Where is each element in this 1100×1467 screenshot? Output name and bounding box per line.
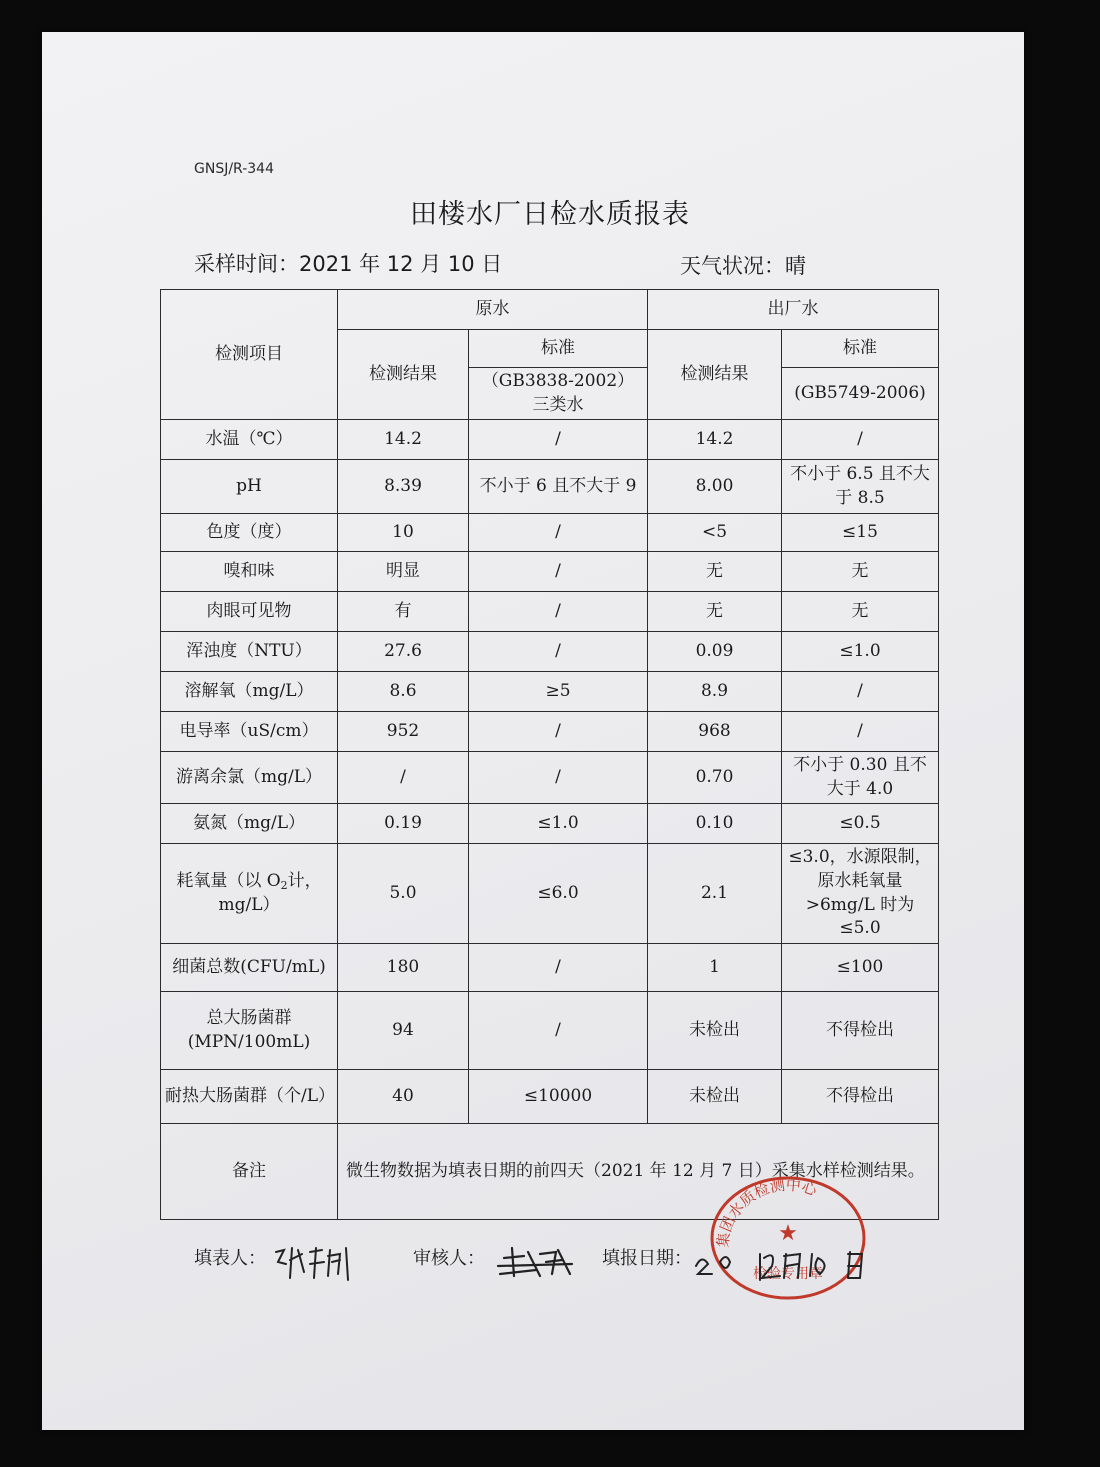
raw-result-cell: 有 [338, 592, 469, 632]
table-row [161, 752, 939, 804]
item-cell: 嗅和味 [161, 552, 338, 592]
raw-standard-cell: ≤10000 [469, 1070, 648, 1124]
out-result-cell: 未检出 [648, 1070, 782, 1124]
table-row [161, 944, 939, 992]
raw-result-cell: 8.6 [338, 672, 469, 712]
header-out-standard: 标准 [782, 330, 939, 368]
out-standard-cell: 不得检出 [782, 1070, 939, 1124]
header-raw-standard-code [469, 368, 648, 420]
table-row [161, 460, 939, 514]
out-result-cell: 0.10 [648, 804, 782, 844]
raw-result-cell: 94 [338, 992, 469, 1070]
header-raw-standard: 标准 [469, 330, 648, 368]
table-row [161, 1070, 939, 1124]
header-item: 检测项目 [161, 290, 338, 420]
raw-standard-cell: / [469, 632, 648, 672]
item-cell: 水温（℃） [161, 420, 338, 460]
water-quality-table [160, 289, 939, 1220]
raw-standard-class: 三类水 [532, 394, 584, 415]
item-cell: 游离余氯（mg/L） [161, 752, 338, 804]
table-row [161, 804, 939, 844]
out-result-cell: 14.2 [648, 420, 782, 460]
stamp-subtext: 检验专用章 [753, 1266, 823, 1282]
weather [680, 250, 806, 280]
raw-standard-cell: / [469, 592, 648, 632]
out-standard-cell: / [782, 420, 939, 460]
stamp-star: ★ [778, 1221, 798, 1246]
header-outlet-water: 出厂水 [648, 290, 939, 330]
out-standard-cell: ≤15 [782, 514, 939, 552]
table-row [161, 632, 939, 672]
raw-result-cell: 40 [338, 1070, 469, 1124]
raw-result-cell: 明显 [338, 552, 469, 592]
raw-standard-cell: ≤1.0 [469, 804, 648, 844]
raw-standard-cell: / [469, 712, 648, 752]
raw-standard-cell: 不小于 6 且不大于 9 [469, 460, 648, 514]
raw-result-cell: 10 [338, 514, 469, 552]
out-standard-cell: 不小于 0.30 且不大于 4.0 [782, 752, 939, 804]
sampling-date: 2021 年 12 月 10 日 [299, 252, 503, 276]
reviewer-label: 审核人： [413, 1248, 485, 1269]
table-row [161, 552, 939, 592]
table-row [161, 712, 939, 752]
out-result-cell: 2.1 [648, 844, 782, 944]
weather-label: 天气状况： [680, 254, 785, 278]
out-standard-cell: ≤3.0，水源限制，原水耗氧量>6mg/L 时为≤5.0 [782, 844, 939, 944]
out-result-cell: <5 [648, 514, 782, 552]
raw-standard-cell: / [469, 944, 648, 992]
item-subscript: 2 [280, 878, 288, 892]
header-raw-water: 原水 [338, 290, 648, 330]
table-row [161, 420, 939, 460]
raw-result-cell: 0.19 [338, 804, 469, 844]
table-row [161, 514, 939, 552]
sampling-time [194, 248, 502, 278]
out-result-cell: 1 [648, 944, 782, 992]
document-code: GNSJ/R-344 [194, 161, 274, 177]
filler-signature [270, 1238, 360, 1288]
raw-standard-code: （GB3838-2002） [481, 370, 635, 391]
raw-result-cell: 952 [338, 712, 469, 752]
item-text-rest: 计，mg/L） [218, 870, 322, 915]
raw-standard-cell: ≤6.0 [469, 844, 648, 944]
out-standard-cell: 无 [782, 552, 939, 592]
item-cell [161, 844, 338, 944]
item-cell: pH [161, 460, 338, 514]
out-standard-cell: 不得检出 [782, 992, 939, 1070]
item-cell: 溶解氧（mg/L） [161, 672, 338, 712]
raw-result-cell: 14.2 [338, 420, 469, 460]
raw-standard-cell: / [469, 552, 648, 592]
out-standard-cell: ≤100 [782, 944, 939, 992]
item-cell: 细菌总数(CFU/mL) [161, 944, 338, 992]
raw-standard-cell: / [469, 752, 648, 804]
out-result-cell: 无 [648, 592, 782, 632]
table-row [161, 672, 939, 712]
reviewer-signature [496, 1240, 576, 1284]
item-cell: 浑浊度（NTU） [161, 632, 338, 672]
out-standard-cell: / [782, 672, 939, 712]
header-out-standard-code: (GB5749-2006) [782, 368, 939, 420]
out-result-cell: 8.00 [648, 460, 782, 514]
table-row [161, 992, 939, 1070]
item-cell: 色度（度） [161, 514, 338, 552]
raw-standard-cell: / [469, 420, 648, 460]
remarks-label: 备注 [161, 1124, 338, 1220]
raw-standard-cell: / [469, 514, 648, 552]
out-result-cell: 未检出 [648, 992, 782, 1070]
raw-result-cell: 27.6 [338, 632, 469, 672]
out-result-cell: 8.9 [648, 672, 782, 712]
document-title: 田楼水厂日检水质报表 [410, 199, 690, 230]
weather-value: 晴 [785, 254, 806, 278]
out-result-cell: 968 [648, 712, 782, 752]
raw-result-cell: 8.39 [338, 460, 469, 514]
out-standard-cell: 不小于 6.5 且不大于 8.5 [782, 460, 939, 514]
stamp-arc-text: 集团水质检测中心 [713, 1175, 820, 1249]
date-label: 填报日期： [602, 1248, 692, 1269]
fill-date-handwritten [690, 1240, 870, 1284]
remarks-text: 微生物数据为填表日期的前四天（2021 年 12 月 7 日）采集水样检测结果。 [338, 1124, 939, 1220]
item-text: 耗氧量（以 O [176, 870, 281, 891]
raw-standard-cell: / [469, 992, 648, 1070]
raw-result-cell: 5.0 [338, 844, 469, 944]
out-result-cell: 0.70 [648, 752, 782, 804]
out-standard-cell: ≤0.5 [782, 804, 939, 844]
out-result-cell: 0.09 [648, 632, 782, 672]
header-raw-result: 检测结果 [338, 330, 469, 420]
table-row [161, 844, 939, 944]
item-cell: 耐热大肠菌群（个/L） [161, 1070, 338, 1124]
sampling-label: 采样时间： [194, 252, 299, 276]
out-standard-cell: 无 [782, 592, 939, 632]
raw-result-cell: / [338, 752, 469, 804]
table-row [161, 592, 939, 632]
item-cell: 总大肠菌群(MPN/100mL) [161, 992, 338, 1070]
item-cell: 肉眼可见物 [161, 592, 338, 632]
out-result-cell: 无 [648, 552, 782, 592]
out-standard-cell: ≤1.0 [782, 632, 939, 672]
item-cell: 电导率（uS/cm） [161, 712, 338, 752]
item-cell: 氨氮（mg/L） [161, 804, 338, 844]
raw-standard-cell: ≥5 [469, 672, 648, 712]
out-standard-cell: / [782, 712, 939, 752]
filler-label: 填表人： [194, 1248, 266, 1269]
raw-result-cell: 180 [338, 944, 469, 992]
header-out-result: 检测结果 [648, 330, 782, 420]
